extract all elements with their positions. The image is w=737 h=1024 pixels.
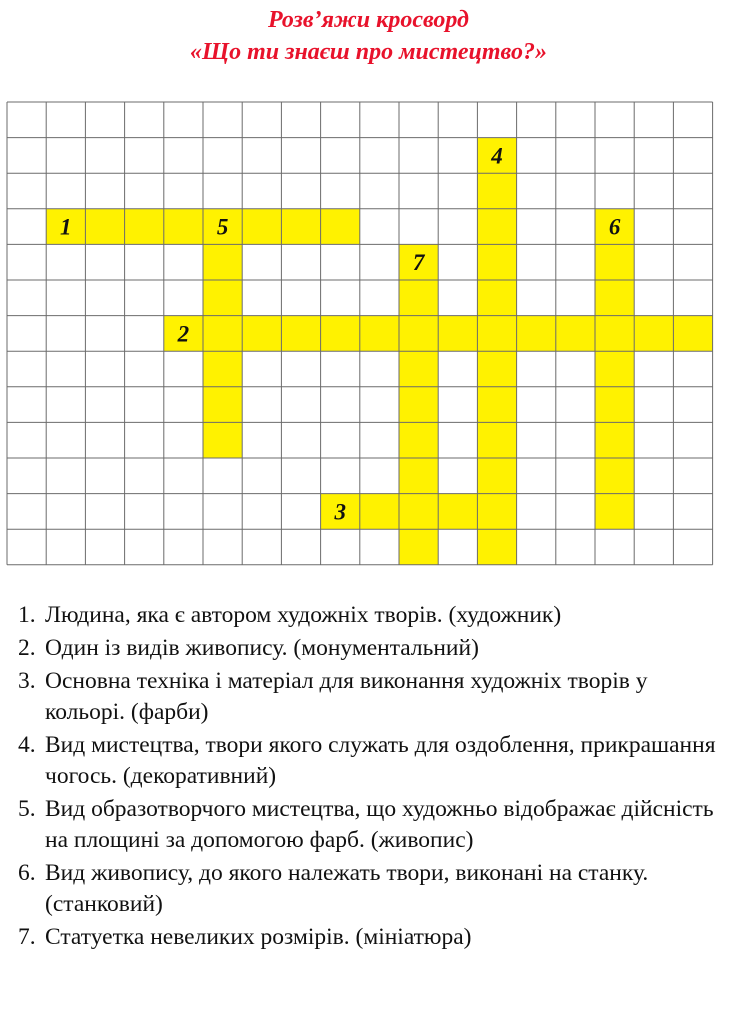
answer-cell: [203, 387, 242, 423]
answer-cell: [399, 316, 438, 352]
answer-cell: [242, 316, 281, 352]
answer-cell: [477, 173, 516, 209]
answer-cell: [438, 316, 477, 352]
answer-cell: [517, 316, 556, 352]
clue-item-7: [18, 922, 733, 953]
answer-cell: [595, 494, 634, 530]
word-number-4: 4: [491, 143, 503, 169]
answer-cell: [399, 351, 438, 387]
answer-cell: [477, 209, 516, 245]
word-number-3: 3: [334, 499, 346, 525]
answer-cell: [477, 458, 516, 494]
answer-cell: [125, 209, 164, 245]
clue-item-5: [18, 794, 733, 856]
clue-text: Один із видів живопису. (монументальний): [45, 635, 479, 661]
answer-cell: [634, 316, 673, 352]
answer-cell: [360, 494, 399, 530]
answer-cell: [595, 458, 634, 494]
answer-cell: [203, 316, 242, 352]
clue-text: Основна техніка і матеріал для виконання художніх творів у кольорі. (фарби): [45, 668, 648, 725]
clue-number: 5.: [18, 796, 36, 822]
answer-cell: [477, 351, 516, 387]
clue-item-3: [18, 666, 733, 728]
answer-cell: [203, 244, 242, 280]
answer-cell: [281, 209, 320, 245]
answer-cell: [203, 280, 242, 316]
clue-number: 6.: [18, 860, 36, 886]
clue-number: 3.: [18, 668, 36, 694]
answer-cell: [477, 316, 516, 352]
clue-number: 1.: [18, 602, 36, 628]
word-number-7: 7: [412, 250, 425, 276]
answer-cell: [242, 209, 281, 245]
answer-cell: [399, 280, 438, 316]
answer-cell: [595, 316, 634, 352]
clue-text: Людина, яка є автором художніх творів. (художник): [45, 602, 562, 628]
clue-list: [18, 600, 733, 955]
clue-text: Вид образотворчого мистецтва, що художньо відображає дійсність на площині за допомогою фарб. (живопис): [45, 796, 714, 853]
answer-cell: [321, 209, 360, 245]
answer-cell: [203, 422, 242, 458]
word-number-2: 2: [177, 321, 190, 347]
answer-cell: [281, 316, 320, 352]
clue-item-1: [18, 600, 733, 631]
word-number-1: 1: [60, 214, 72, 240]
clue-number: 7.: [18, 924, 36, 950]
clue-item-6: [18, 858, 733, 920]
answer-cell: [399, 422, 438, 458]
answer-cell: [164, 209, 203, 245]
answer-cell: [595, 387, 634, 423]
answer-cell: [399, 529, 438, 565]
title-line-2: «Що ти знаєш про мистецтво?»: [190, 39, 547, 65]
answer-cell: [595, 280, 634, 316]
answer-cell: [477, 244, 516, 280]
answer-cell: [477, 387, 516, 423]
answer-cell: [595, 244, 634, 280]
answer-cell: [477, 494, 516, 530]
answer-cell: [85, 209, 124, 245]
word-number-5: 5: [216, 214, 229, 240]
clue-number: 2.: [18, 635, 36, 661]
title-line-1: Розв’яжи кросворд: [268, 7, 469, 33]
answer-cell: [595, 422, 634, 458]
answer-cell: [477, 529, 516, 565]
clue-number: 4.: [18, 732, 36, 758]
answer-cell: [399, 458, 438, 494]
clue-text: Вид мистецтва, твори якого служать для оздоблення, прикрашання чогось. (декоративний): [45, 732, 716, 789]
answer-cell: [477, 280, 516, 316]
answer-cell: [556, 316, 595, 352]
answer-cell: [438, 494, 477, 530]
answer-cell: [477, 422, 516, 458]
answer-cell: [321, 316, 360, 352]
answer-cell: [595, 351, 634, 387]
answer-cell: [203, 351, 242, 387]
clue-item-2: [18, 633, 733, 664]
answer-cell: [399, 494, 438, 530]
answer-cell: [673, 316, 712, 352]
answer-cell: [399, 387, 438, 423]
clue-text: Статуетка невеликих розмірів. (мініатюра): [45, 924, 472, 950]
answer-cell: [360, 316, 399, 352]
clue-item-4: [18, 730, 733, 792]
clue-text: Вид живопису, до якого належать твори, виконані на станку. (станковий): [45, 860, 649, 917]
word-number-6: 6: [608, 214, 621, 240]
